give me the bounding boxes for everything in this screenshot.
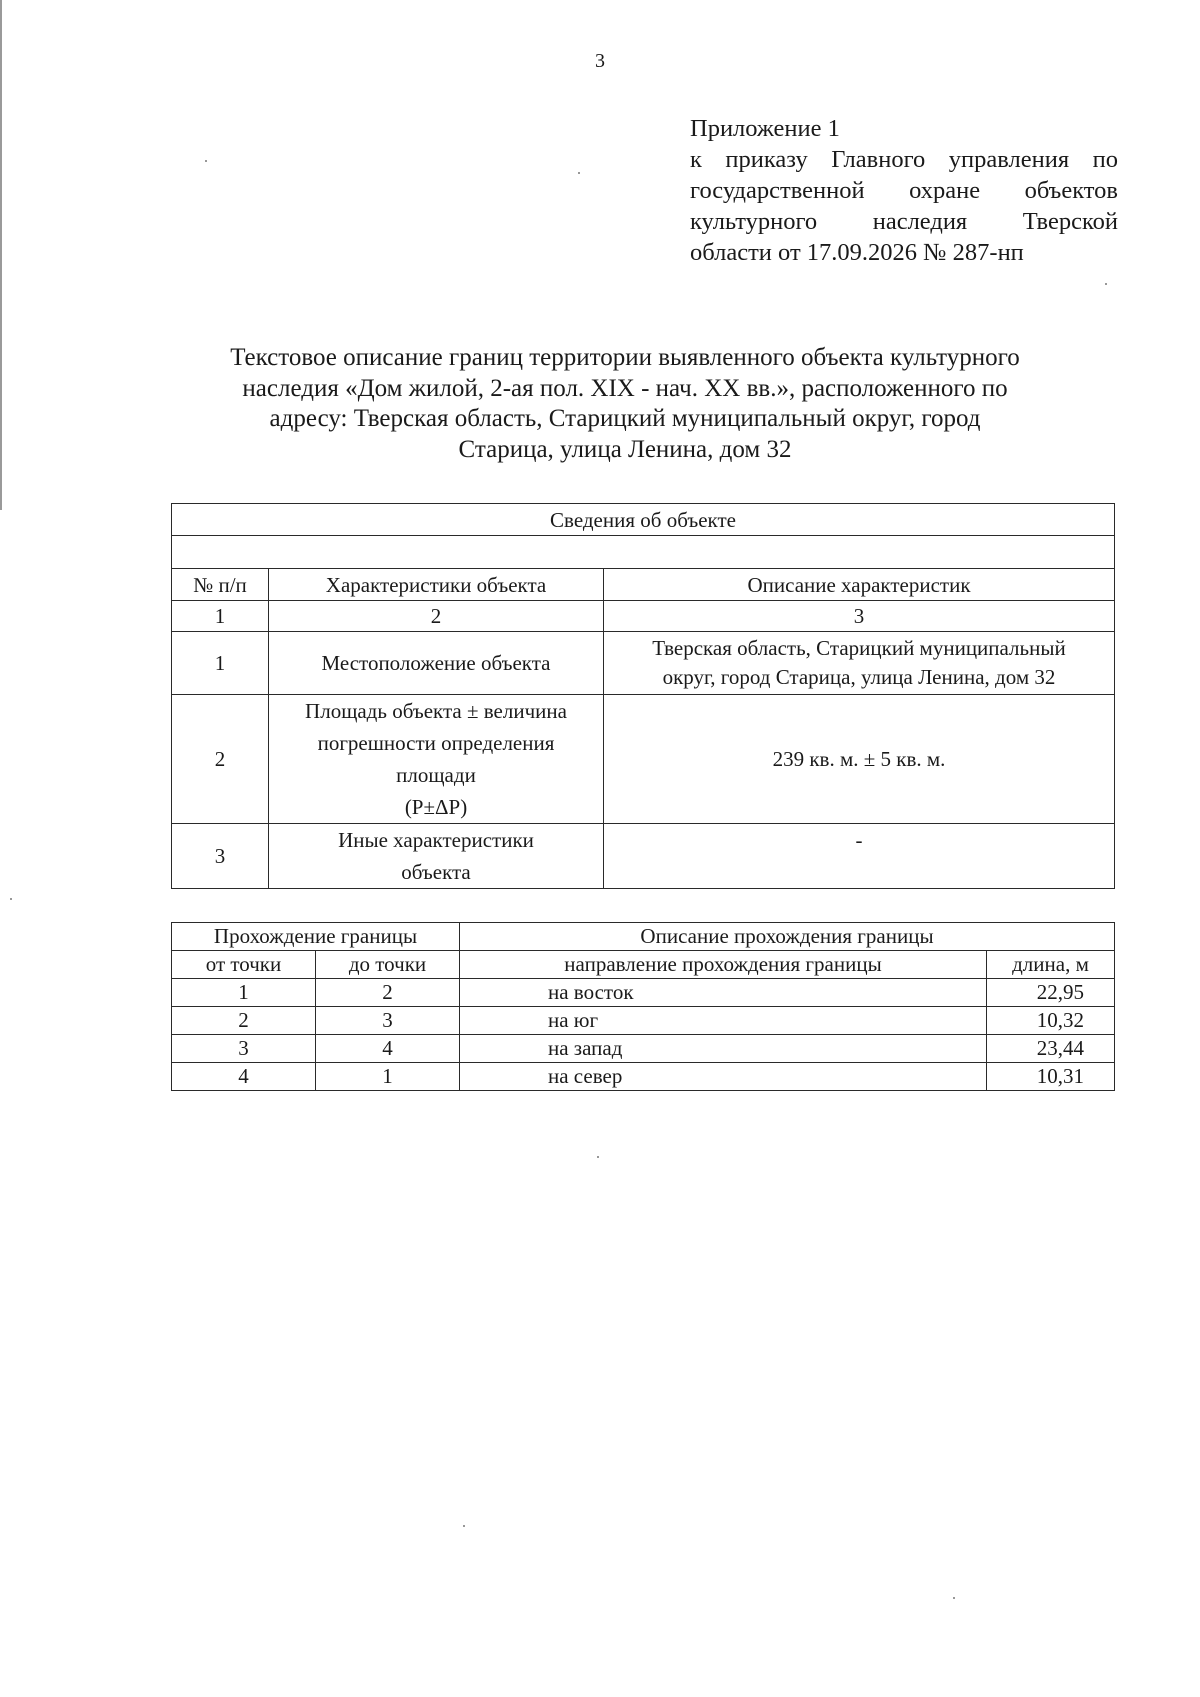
row-number: 2 bbox=[172, 695, 269, 824]
group-header-passage: Прохождение границы bbox=[172, 923, 460, 951]
cell-direction: на север bbox=[460, 1063, 987, 1091]
cell-line: Тверская область, Старицкий муниципальный bbox=[652, 636, 1066, 660]
column-header-number: № п/п bbox=[172, 569, 269, 601]
appendix-line: культурного наследия Тверской bbox=[690, 208, 1118, 235]
cell-to: 2 bbox=[316, 979, 460, 1007]
title-line: Старица, улица Ленина, дом 32 bbox=[458, 435, 792, 463]
cell-to: 1 bbox=[316, 1063, 460, 1091]
column-number: 2 bbox=[269, 601, 604, 632]
scan-speck bbox=[1105, 283, 1107, 285]
cell-length: 10,32 bbox=[987, 1007, 1115, 1035]
cell-from: 4 bbox=[172, 1063, 316, 1091]
cell-direction: на восток bbox=[460, 979, 987, 1007]
column-number: 1 bbox=[172, 601, 269, 632]
title-line: наследия «Дом жилой, 2-ая пол. XIX - нач. XX вв.», расположенного по bbox=[242, 374, 1008, 402]
column-header-characteristic: Характеристики объекта bbox=[269, 569, 604, 601]
scan-speck bbox=[597, 1156, 599, 1158]
title-line: адресу: Тверская область, Старицкий муниципальный округ, город bbox=[269, 405, 981, 432]
appendix-line: Приложение 1 bbox=[690, 115, 840, 142]
object-info-table bbox=[171, 503, 1115, 889]
document-title bbox=[150, 343, 1100, 465]
cell-to: 3 bbox=[316, 1007, 460, 1035]
scan-speck bbox=[578, 172, 580, 174]
group-header-description: Описание прохождения границы bbox=[460, 923, 1115, 951]
object-table-empty-row bbox=[172, 536, 1115, 569]
table-row bbox=[172, 695, 1115, 824]
cell-direction: на юг bbox=[460, 1007, 987, 1035]
row-description bbox=[604, 632, 1115, 695]
scan-page-edge bbox=[0, 0, 2, 510]
column-header-length: длина, м bbox=[987, 951, 1115, 979]
table-row bbox=[172, 979, 1115, 1007]
cell-line: площади bbox=[396, 763, 476, 787]
title-line: Текстовое описание границ территории выявленного объекта культурного bbox=[230, 344, 1020, 371]
column-number: 3 bbox=[604, 601, 1115, 632]
appendix-line: области от 17.09.2026 № 287-нп bbox=[690, 239, 1024, 266]
object-table-header: Сведения об объекте bbox=[172, 504, 1115, 536]
row-number: 1 bbox=[172, 632, 269, 695]
appendix-block bbox=[690, 113, 1118, 268]
row-description bbox=[604, 824, 1115, 889]
cell-length: 22,95 bbox=[987, 979, 1115, 1007]
table-row bbox=[172, 632, 1115, 695]
cell-from: 1 bbox=[172, 979, 316, 1007]
area-value: 239 кв. м. ± 5 кв. м. bbox=[772, 747, 946, 771]
cell-length: 23,44 bbox=[987, 1035, 1115, 1063]
cell-to: 4 bbox=[316, 1035, 460, 1063]
cell-line: Площадь объекта ± величина bbox=[305, 699, 567, 723]
page-number: 3 bbox=[595, 50, 605, 72]
boundary-table bbox=[171, 922, 1115, 1091]
row-number: 3 bbox=[172, 824, 269, 889]
cell-from: 2 bbox=[172, 1007, 316, 1035]
row-description bbox=[604, 695, 1115, 824]
row-characteristic bbox=[269, 824, 604, 889]
cell-line: погрешности определения bbox=[317, 731, 555, 755]
table-row bbox=[172, 1035, 1115, 1063]
cell-line: (Р±ΔР) bbox=[404, 795, 468, 819]
cell-line: объекта bbox=[401, 860, 471, 884]
scan-speck bbox=[463, 1525, 465, 1527]
scan-speck bbox=[953, 1597, 955, 1599]
row-characteristic bbox=[269, 632, 604, 695]
table-row bbox=[172, 1007, 1115, 1035]
scan-speck bbox=[205, 160, 207, 162]
cell-from: 3 bbox=[172, 1035, 316, 1063]
row-characteristic bbox=[269, 695, 604, 824]
column-header-to: до точки bbox=[316, 951, 460, 979]
cell-length: 10,31 bbox=[987, 1063, 1115, 1091]
column-header-description: Описание характеристик bbox=[604, 569, 1115, 601]
appendix-line: к приказу Главного управления по bbox=[690, 146, 1118, 173]
appendix-line: государственной охране объектов bbox=[690, 177, 1118, 204]
column-header-from: от точки bbox=[172, 951, 316, 979]
cell-line: округ, город Старица, улица Ленина, дом 32 bbox=[662, 665, 1056, 689]
table-row bbox=[172, 1063, 1115, 1091]
cell-line: Местоположение объекта bbox=[321, 650, 551, 675]
column-header-direction: направление прохождения границы bbox=[460, 951, 987, 979]
table-row bbox=[172, 824, 1115, 889]
cell-direction: на запад bbox=[460, 1035, 987, 1063]
cell-line: - bbox=[855, 828, 863, 852]
cell-line: Иные характеристики bbox=[338, 828, 534, 852]
scan-speck bbox=[10, 898, 12, 900]
